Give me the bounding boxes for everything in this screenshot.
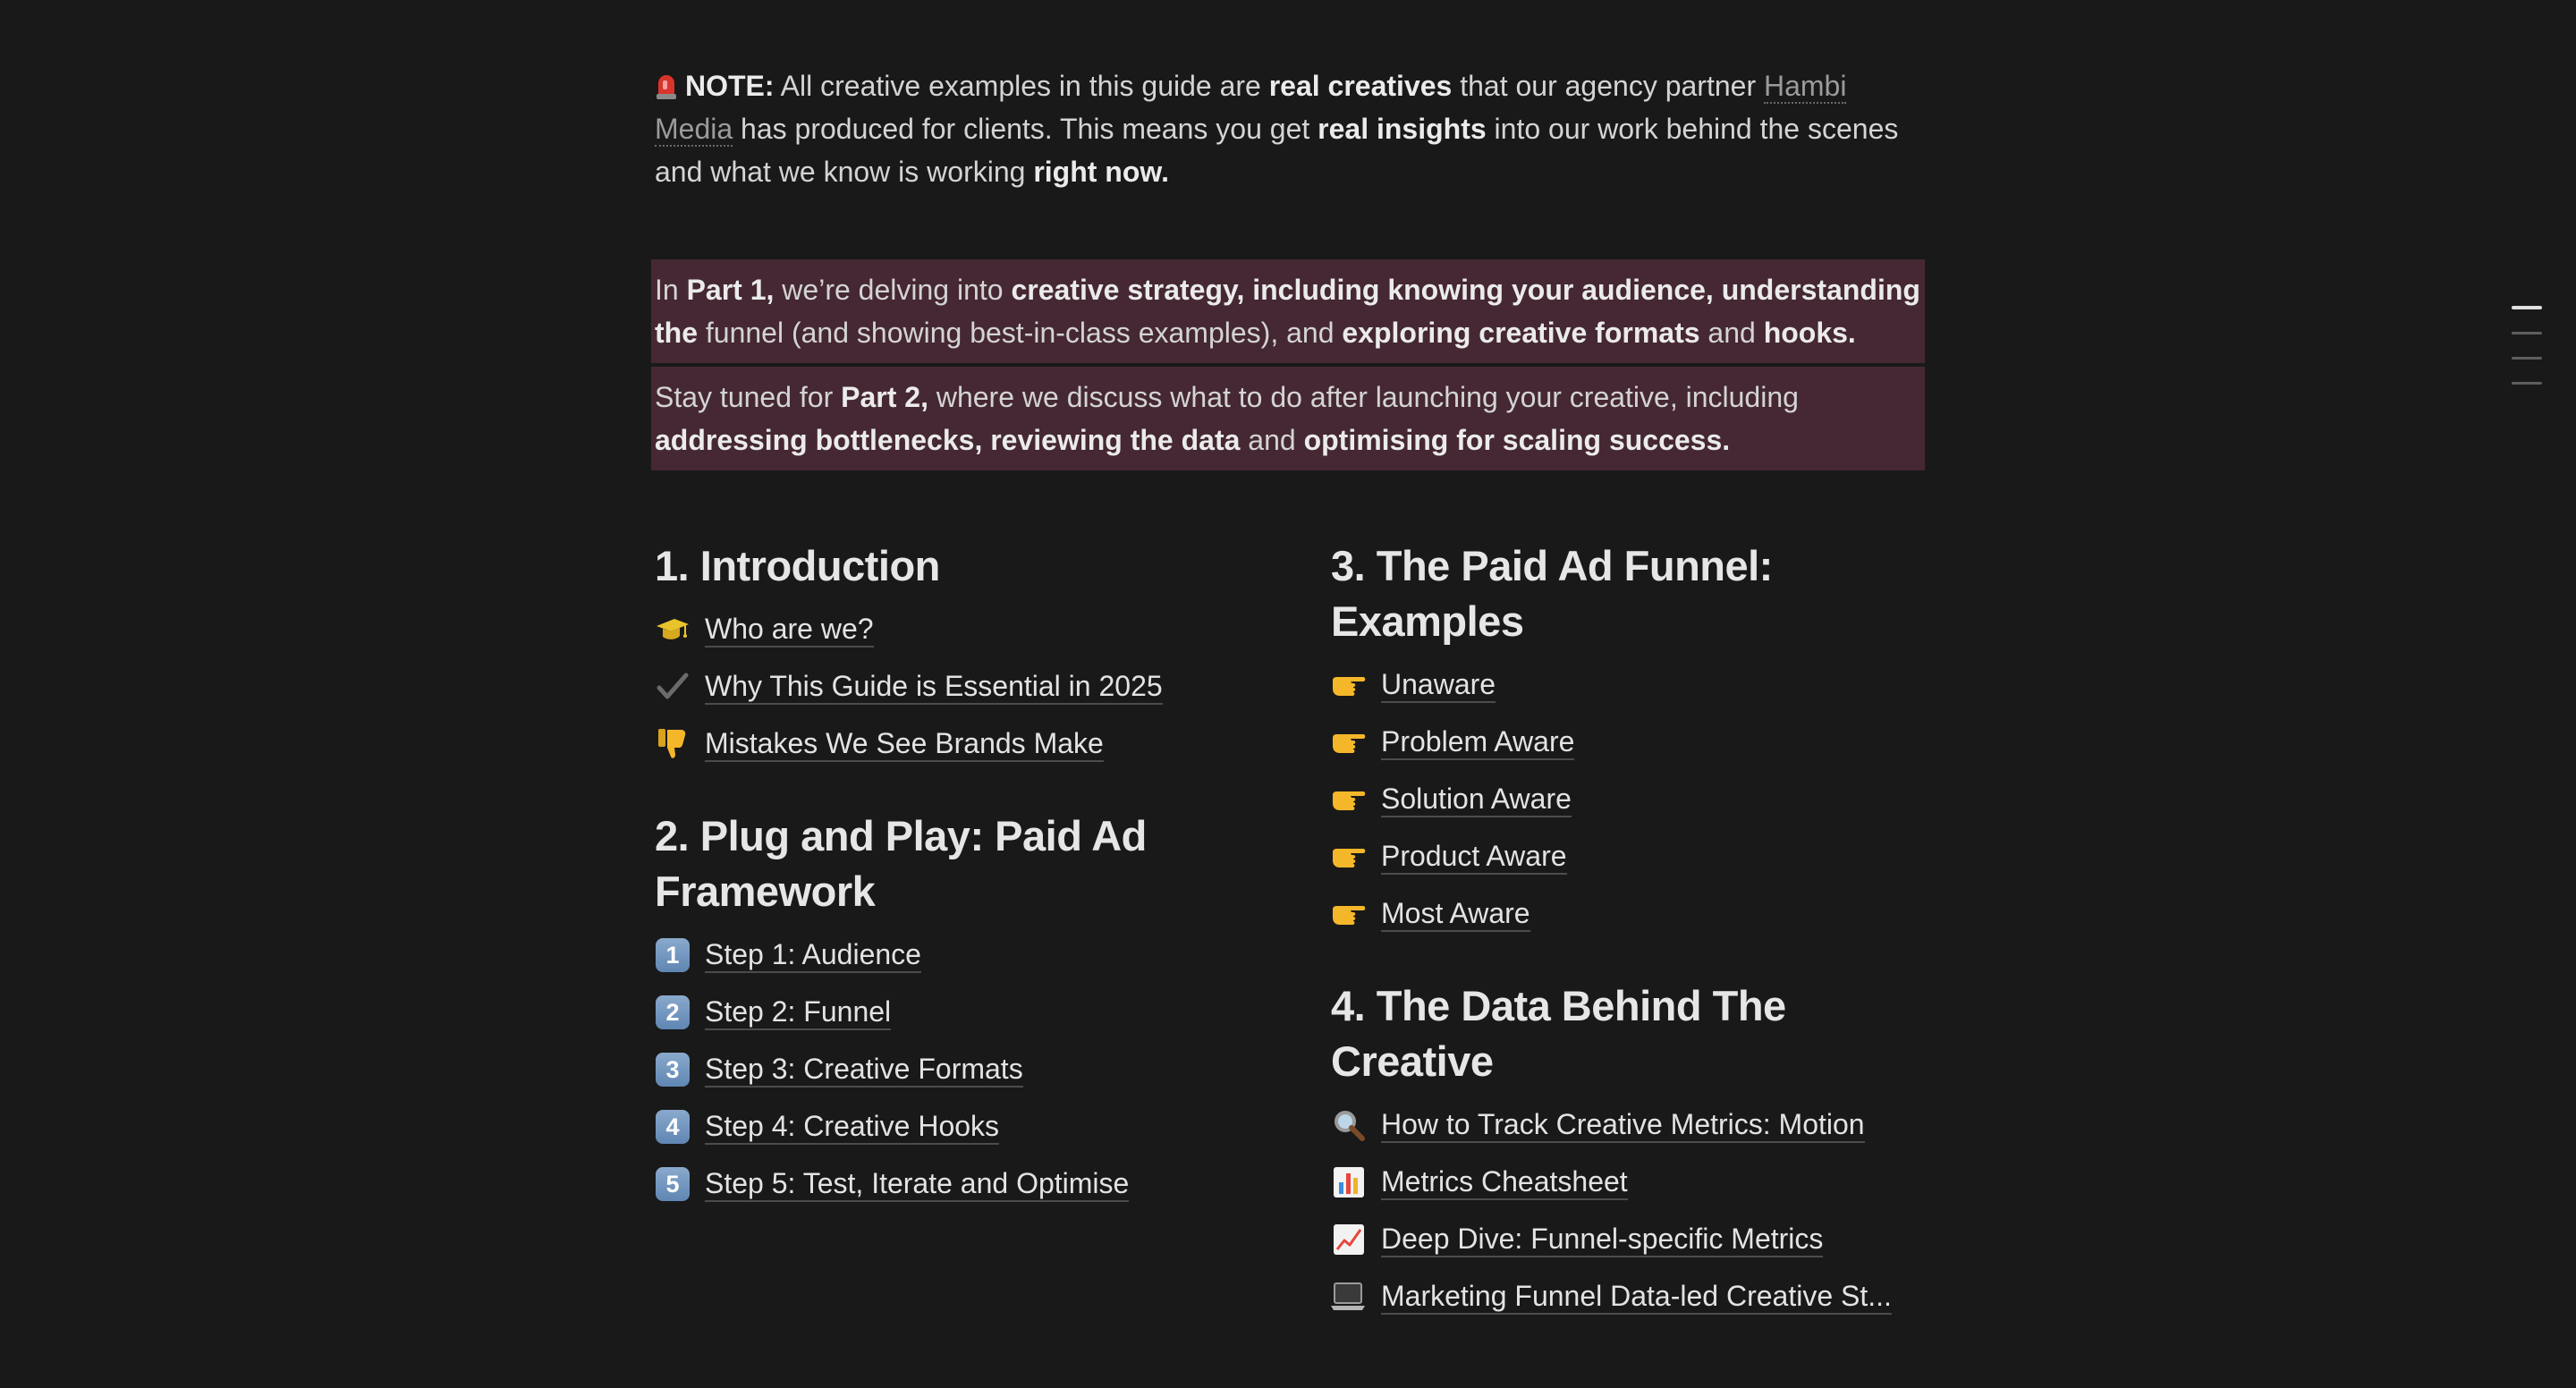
note-text: All creative examples in this guide are (774, 70, 1269, 102)
page-content (655, 64, 1921, 1312)
toc-item-solution-aware[interactable] (1331, 771, 1939, 828)
hambi-media-link[interactable]: Hambi Media (655, 70, 1847, 145)
note-paragraph (655, 64, 1921, 193)
line-chart-icon (1331, 1222, 1367, 1257)
callout-text: where we discuss what to do after launching your creative, including (928, 381, 1799, 413)
siren-icon (655, 72, 678, 99)
toc-item-label[interactable]: Step 4: Creative Hooks (705, 1109, 999, 1145)
keycap-number: 1 (656, 938, 690, 972)
checkmark-icon (655, 669, 691, 705)
callout-bold: creative strategy, including knowing your audience, understanding the (655, 274, 1920, 349)
magnifier-icon (1331, 1107, 1367, 1143)
keycap-number: 4 (656, 1110, 690, 1144)
right-column (1331, 538, 1939, 1361)
toc-item-product-aware[interactable] (1331, 828, 1939, 885)
keycap-3-icon (655, 1052, 691, 1088)
toc-item-unaware[interactable] (1331, 656, 1939, 714)
toc-item-label[interactable]: Metrics Cheatsheet (1381, 1164, 1628, 1200)
callout-bold: Part 2, (841, 381, 928, 413)
outline-marker[interactable] (2512, 332, 2542, 334)
section-introduction (655, 538, 1263, 773)
outline-marker[interactable] (2512, 382, 2542, 385)
bar-chart-icon (1331, 1164, 1367, 1200)
toc-item-label[interactable]: Why This Guide is Essential in 2025 (705, 669, 1163, 705)
toc-item-label[interactable]: Marketing Funnel Data-led Creative St... (1381, 1279, 1892, 1315)
section-data (1331, 978, 1939, 1325)
toc-item-label[interactable]: Solution Aware (1381, 782, 1572, 817)
callout-text: we’re delving into (774, 274, 1012, 306)
laptop-icon (1331, 1279, 1367, 1315)
toc-item-deep-dive[interactable] (1331, 1211, 1939, 1268)
note-text: into our work behind the scenes and what we know is working (655, 113, 1899, 188)
callout-text: Stay tuned for (655, 381, 842, 413)
toc-item-most-aware[interactable] (1331, 885, 1939, 943)
toc-item-marketing-funnel[interactable] (1331, 1268, 1939, 1325)
mortarboard-icon (655, 612, 691, 647)
keycap-1-icon (655, 937, 691, 973)
toc-item-label[interactable]: Step 1: Audience (705, 937, 921, 973)
note-bold: real insights (1318, 113, 1487, 145)
toc-item-problem-aware[interactable] (1331, 714, 1939, 771)
toc-item-track-metrics[interactable] (1331, 1096, 1939, 1154)
callout-text: and (1699, 317, 1764, 349)
note-text: has produced for clients. This means you get (733, 113, 1318, 145)
toc-item-label[interactable]: Mistakes We See Brands Make (705, 726, 1104, 762)
toc-item-step-5[interactable] (655, 1155, 1263, 1213)
section-funnel (1331, 538, 1939, 943)
pointing-right-icon (1331, 782, 1367, 817)
keycap-4-icon (655, 1109, 691, 1145)
keycap-number: 3 (656, 1053, 690, 1087)
callout-bold: addressing bottlenecks, reviewing the data (655, 424, 1241, 456)
toc-item-mistakes[interactable] (655, 715, 1263, 773)
toc-item-label[interactable]: Most Aware (1381, 896, 1530, 932)
toc-item-step-4[interactable] (655, 1098, 1263, 1155)
pointing-right-icon (1331, 839, 1367, 875)
keycap-number: 5 (656, 1167, 690, 1201)
note-bold: right now. (1033, 156, 1169, 188)
toc-item-step-1[interactable] (655, 927, 1263, 984)
section-title: 4. The Data Behind The Creative (1331, 982, 1786, 1085)
toc-item-metrics-cheatsheet[interactable] (1331, 1154, 1939, 1211)
callout-text: In (655, 274, 687, 306)
callout-bold: optimising for scaling success. (1303, 424, 1731, 456)
callout-bold: Part 1, (686, 274, 775, 306)
toc-item-label[interactable]: Step 3: Creative Formats (705, 1052, 1023, 1088)
toc-item-label[interactable]: Who are we? (705, 612, 874, 647)
toc-item-label[interactable]: Problem Aware (1381, 724, 1574, 760)
outline-marker[interactable] (2512, 357, 2542, 360)
toc-item-label[interactable]: Product Aware (1381, 839, 1567, 875)
note-bold: real creatives (1268, 70, 1453, 102)
toc-item-who-are-we[interactable] (655, 601, 1263, 658)
part1-callout (651, 259, 1925, 363)
pointing-right-icon (1331, 724, 1367, 760)
outline-marker[interactable] (2512, 306, 2542, 309)
keycap-number: 2 (656, 995, 690, 1029)
callout-bold: hooks. (1763, 317, 1856, 349)
page-outline-nav[interactable] (2512, 306, 2542, 407)
toc-item-label[interactable]: Step 2: Funnel (705, 994, 891, 1030)
pointing-right-icon (1331, 896, 1367, 932)
thumbs-down-icon (655, 726, 691, 762)
callout-text: and (1240, 424, 1304, 456)
toc-item-label[interactable]: Deep Dive: Funnel-specific Metrics (1381, 1222, 1823, 1257)
toc-item-label[interactable]: Step 5: Test, Iterate and Optimise (705, 1166, 1129, 1202)
left-column (655, 538, 1263, 1248)
keycap-5-icon (655, 1166, 691, 1202)
toc-item-label[interactable]: How to Track Creative Metrics: Motion (1381, 1107, 1865, 1143)
section-framework (655, 808, 1263, 1213)
note-text: that our agency partner (1452, 70, 1764, 102)
note-label: NOTE: (685, 70, 775, 102)
keycap-2-icon (655, 994, 691, 1030)
pointing-right-icon (1331, 667, 1367, 703)
section-title: 2. Plug and Play: Paid Ad Framework (655, 812, 1147, 915)
section-title: 1. Introduction (655, 542, 940, 589)
toc-item-why-guide[interactable] (655, 658, 1263, 715)
part2-callout (651, 367, 1925, 470)
toc-item-step-3[interactable] (655, 1041, 1263, 1098)
callout-bold: exploring creative formats (1342, 317, 1700, 349)
section-title: 3. The Paid Ad Funnel: Examples (1331, 542, 1773, 645)
toc-item-label[interactable]: Unaware (1381, 667, 1496, 703)
callout-text: funnel (and showing best-in-class examples), and (698, 317, 1343, 349)
toc-item-step-2[interactable] (655, 984, 1263, 1041)
